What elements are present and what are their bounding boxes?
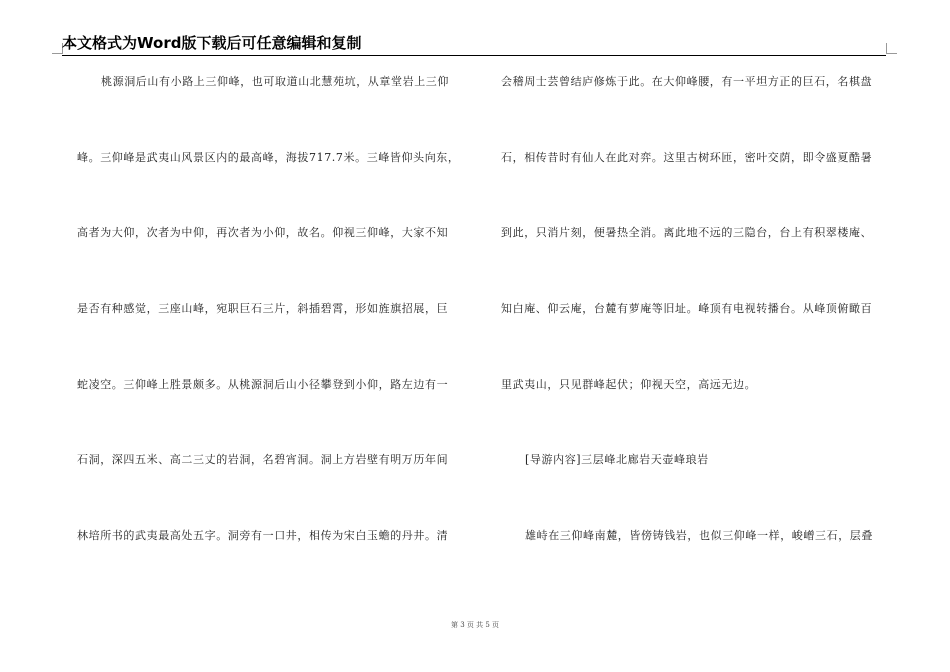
text-line: 峰。三仰峰是武夷山风景区内的最高峰，海拔717.7米。三峰皆仰头向东，	[77, 150, 460, 164]
text-line: 桃源洞后山有小路上三仰峰，也可取道山北慧苑坑，从章堂岩上三仰	[101, 75, 449, 88]
page-indicator: 第 3 页 共 5 页	[450, 621, 500, 629]
header-title: 本文格式为Word版下载后可任意编辑和复制	[62, 34, 362, 52]
text-line: 是否有种感觉，三座山峰，宛职巨石三片，斜插碧霄，形如旌旗招展，巨	[77, 302, 449, 316]
text-line: 雄峙在三仰峰南麓，皆傍铸钱岩，也似三仰峰一样，峻嶒三石，层叠	[525, 529, 873, 543]
text-line: 林培所书的武夷最高处五字。洞旁有一口井，相传为宋白玉蟾的丹井。清	[77, 529, 449, 543]
text-line: 里武夷山，只见群峰起伏；仰视天空，高远无边。	[501, 377, 757, 391]
text-line: 蛇凌空。三仰峰上胜景颇多。从桃源洞后山小径攀登到小仰，路左边有一	[77, 377, 449, 391]
text-line: 会稽周士芸曾结庐修炼于此。在大仰峰腰，有一平坦方正的巨石，名棋盘	[501, 75, 873, 88]
text-line: 石，相传昔时有仙人在此对弈。这里古树环匝，密叶交荫，即令盛夏酷暑	[501, 150, 873, 164]
section-heading: [导游内容]三层峰北廊岩天壶峰琅岩	[525, 453, 709, 467]
right-column	[501, 73, 887, 603]
text-line: 石洞，深四五米、高二三丈的岩洞，名碧宵洞。洞上方岩壁有明万历年间	[77, 453, 449, 467]
page-footer	[0, 620, 950, 630]
corner-mark-top-right	[886, 43, 897, 54]
page-header	[62, 33, 886, 56]
text-line: 知白庵、仰云庵，台麓有萝庵等旧址。峰顶有电视转播台。从峰顶俯瞰百	[501, 302, 873, 316]
text-line: 高者为大仰，次者为中仰，再次者为小仰，故名。仰视三仰峰，大家不知	[77, 226, 449, 240]
text-line: 到此，只消片刻，便暑热全消。离此地不远的三隐台，台上有积翠楼庵、	[501, 226, 873, 240]
left-column	[77, 73, 463, 603]
